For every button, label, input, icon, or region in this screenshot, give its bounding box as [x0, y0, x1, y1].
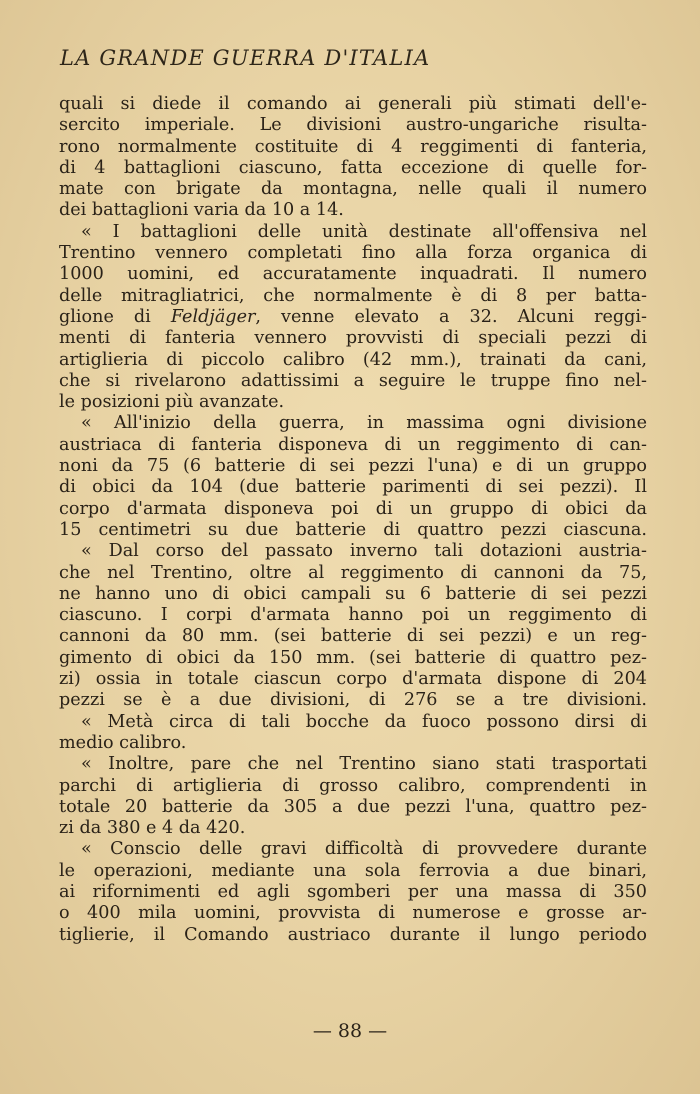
text-line — [59, 477, 647, 498]
text-line — [59, 499, 647, 520]
text-line-content: « Metà circa di tali bocche da fuoco possono dirsi di — [81, 711, 647, 732]
running-head: LA GRANDE GUERRA D'ITALIA — [60, 46, 431, 70]
text-line-content: rono normalmente costituite di 4 reggimenti di fanteria, — [59, 136, 647, 157]
text-line — [59, 626, 647, 647]
text-line — [59, 137, 647, 158]
text-line — [59, 158, 647, 179]
text-line-content: che si rivelarono adattissimi a seguire le truppe fino nel- — [59, 370, 647, 391]
text-line-content: di 4 battaglioni ciascuno, fatta eccezione di quelle for- — [59, 157, 647, 178]
text-line — [59, 925, 647, 946]
text-line-content: artiglieria di piccolo calibro (42 mm.), trainati da cani, — [59, 349, 647, 370]
text-line — [59, 648, 647, 669]
text-line-content: tiglierie, il Comando austriaco durante il lungo periodo — [59, 924, 647, 945]
text-line — [59, 200, 647, 221]
text-line — [59, 413, 647, 434]
text-line-content: pezzi se è a due divisioni, di 276 se a tre divisioni. — [59, 690, 647, 711]
text-line — [59, 307, 647, 328]
text-line-content: ai rifornimenti ed agli sgomberi per una massa di 350 — [59, 881, 647, 902]
text-line — [59, 456, 647, 477]
text-line — [59, 712, 647, 733]
text-line — [59, 435, 647, 456]
text-line-content: corpo d'armata disponeva poi di un gruppo di obici da — [59, 498, 647, 519]
text-line-content: « I battaglioni delle unità destinate all'offensiva nel — [81, 221, 647, 242]
text-line — [59, 264, 647, 285]
text-line — [59, 115, 647, 136]
text-line-content: gimento di obici da 150 mm. (sei batterie di quattro pez- — [59, 647, 647, 668]
text-line — [59, 690, 647, 711]
text-line — [59, 797, 647, 818]
text-line-content: 1000 uomini, ed accuratamente inquadrati. Il numero — [59, 264, 647, 285]
text-line-content: o 400 mila uomini, provvista di numerose e grosse ar- — [59, 903, 647, 924]
text-line-continuation: , venne elevato a 32. Alcuni reggi- — [255, 306, 647, 327]
text-line-content: parchi di artiglieria di grosso calibro, comprendenti in — [59, 775, 647, 796]
text-line-content: 15 centimetri su due batterie di quattro pezzi ciascuna. — [59, 519, 647, 540]
text-line-content: austriaca di fanteria disponeva di un reggimento di can- — [59, 434, 647, 455]
text-line — [59, 222, 647, 243]
text-line-content: « All'inizio della guerra, in massima ogni divisione — [81, 413, 647, 434]
text-line-content: « Dal corso del passato inverno tali dotazioni austria- — [81, 541, 647, 562]
text-line — [59, 605, 647, 626]
text-line — [59, 776, 647, 797]
text-line — [59, 839, 647, 860]
text-line-content: Trentino vennero completati fino alla forza organica di — [59, 243, 647, 264]
text-line — [59, 563, 647, 584]
page-number: — 88 — — [312, 1020, 388, 1042]
text-line — [59, 733, 647, 754]
text-line-content: ciascuno. I corpi d'armata hanno poi un reggimento di — [59, 605, 647, 626]
text-line-content: « Inoltre, pare che nel Trentino siano stati trasportati — [81, 754, 647, 775]
text-line-content: mate con brigate da montagna, nelle quali il numero — [59, 179, 647, 200]
text-line-content: totale 20 batterie da 305 a due pezzi l'una, quattro pez- — [59, 796, 647, 817]
text-line-content: ne hanno uno di obici campali su 6 batterie di sei pezzi — [59, 583, 647, 604]
text-line-content: medio calibro. — [59, 732, 187, 753]
text-line — [59, 243, 647, 264]
text-line — [59, 669, 647, 690]
text-line-content: che nel Trentino, oltre al reggimento di cannoni da 75, — [59, 562, 647, 583]
text-line — [59, 350, 647, 371]
text-line-content: dei battaglioni varia da 10 a 14. — [59, 200, 344, 221]
text-line — [59, 179, 647, 200]
text-line-content: le posizioni più avanzate. — [59, 392, 285, 413]
text-line-content: quali si diede il comando ai generali più stimati dell'e- — [59, 94, 647, 114]
text-line-content: « Conscio delle gravi difficoltà di provvedere durante — [81, 839, 647, 860]
text-line — [59, 861, 647, 882]
text-line — [59, 584, 647, 605]
text-line-content: menti di fanteria vennero provvisti di speciali pezzi di — [59, 328, 647, 349]
text-line — [59, 371, 647, 392]
text-line-content: zi da 380 e 4 da 420. — [59, 818, 246, 839]
text-line — [59, 903, 647, 924]
text-line-content: zi) ossia in totale ciascun corpo d'armata dispone di 204 — [59, 669, 647, 690]
text-line — [59, 754, 647, 775]
text-line — [59, 520, 647, 541]
text-line-content: sercito imperiale. Le divisioni austro-ungariche risulta- — [59, 115, 647, 136]
text-line — [59, 286, 647, 307]
text-line — [59, 882, 647, 903]
text-line — [59, 818, 647, 839]
text-line — [59, 328, 647, 349]
text-line — [59, 392, 647, 413]
text-line-content: delle mitragliatrici, che normalmente è di 8 per batta- — [59, 285, 647, 306]
text-line-content: le operazioni, mediante una sola ferrovia a due binari, — [59, 860, 647, 881]
text-line-content: noni da 75 (6 batterie di sei pezzi l'una) e di un gruppo — [59, 456, 647, 477]
text-line-content: cannoni da 80 mm. (sei batterie di sei pezzi) e un reg- — [59, 626, 647, 647]
italic-term: Feldjäger — [170, 306, 256, 327]
text-line — [59, 94, 647, 115]
text-line — [59, 541, 647, 562]
body-text — [59, 94, 647, 946]
text-line-content: di obici da 104 (due batterie parimenti di sei pezzi). Il — [59, 477, 647, 498]
text-line-content: glione di — [59, 306, 171, 327]
